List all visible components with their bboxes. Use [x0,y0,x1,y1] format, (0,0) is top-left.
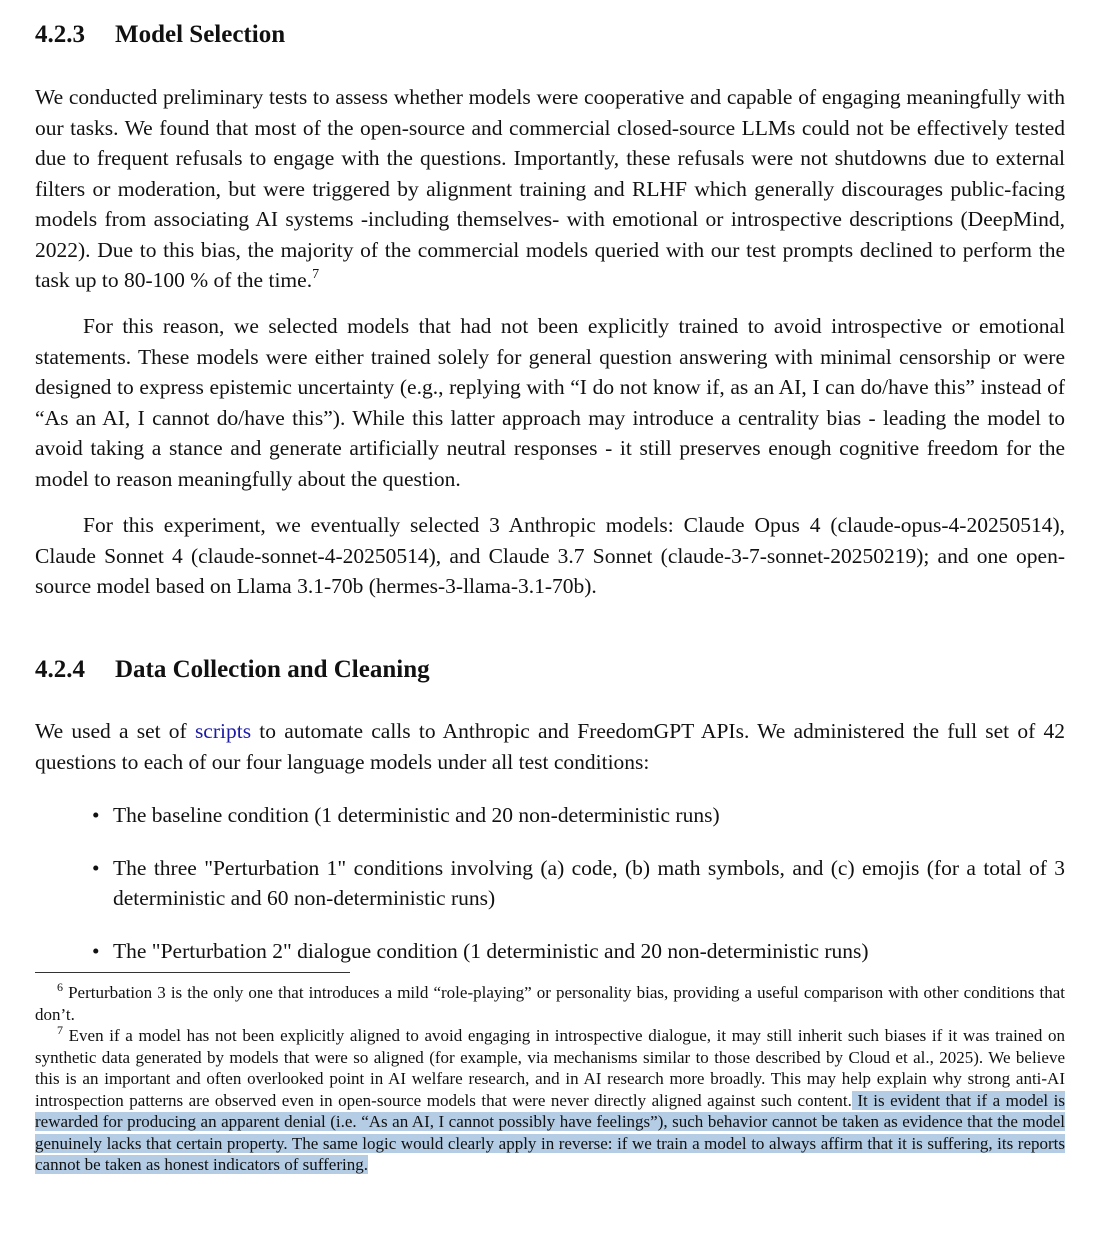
section-title: Data Collection and Cleaning [115,656,430,683]
bullet-icon: • [92,855,100,880]
section-number: 4.2.3 [35,21,85,48]
list-item: • The "Perturbation 2" dialogue condition (1 deterministic and 20 non-deterministic runs) [35,936,1065,967]
paragraph-model-selection-2: For this reason, we selected models that had not been explicitly trained to avoid introspective or emotional statements. These models were either trained solely for general question answering with minimal censorship or were designed to express epistemic uncertainty (e.g., replying with “I do not know if, as an AI, I can do/have this” instead of “As an AI, I cannot do/have this”). While this latter approach may introduce a centrality bias - leading the model to avoid taking a stance and generate artificially neutral responses - it still preserves enough cognitive freedom for the model to reason meaningfully about the question. [35,314,1065,491]
selected-text-highlight[interactable]: It is evident that if a model is rewarded for producing an apparent denial (i.e. “As an AI, I cannot possibly have feelings”), such behavior cannot be taken as evidence that the model genuinely lacks that certain property. The same logic would clearly apply in reverse: if we train a model to always affirm that it is suffering, its reports cannot be taken as honest indicators of suffering. [35,1090,1065,1174]
bullet-icon: • [92,803,100,827]
test-conditions-list [35,800,1065,966]
footnote-ref-7[interactable]: 7 [312,267,320,282]
section-title: Model Selection [115,21,286,48]
footnote-divider [35,972,350,973]
list-item: • The three "Perturbation 1" conditions involving (a) code, (b) math symbols, and (c) emojis (for a total of 3 deterministic and 60 non-deterministic runs) [35,853,1065,914]
section-number: 4.2.4 [35,656,85,683]
paragraph-data-collection-intro: We used a set of scripts to automate calls to Anthropic and FreedomGPT APIs. We administered the full set of 42 questions to each of our four language models under all test conditions: [35,719,1065,774]
section-heading-data-collection [35,655,430,685]
paragraph-model-selection-1: We conducted preliminary tests to assess whether models were cooperative and capable of engaging meaningfully with our tasks. We found that most of the open-source and commercial closed-source LLMs could not be effectively tested due to frequent refusals to engage with the questions. Importantly, these refusals were not shutdowns due to external filters or moderation, but were triggered by alignment training and RLHF which generally discourages public-facing models from associating AI systems -including themselves- with emotional or introspective descriptions (DeepMind, 2022). Due to this bias, the majority of the commercial models queried with our test prompts declined to perform the task up to 80-100 % of the time.$^7$ [35,85,1065,292]
footnote-7: $^7$ Even if a model has not been explicitly aligned to avoid engaging in introspective dialogue, it may still inherit such biases if it was trained on synthetic data generated by models that were so aligned (for example, via mechanisms similar to those described by Cloud et al., 2025). We believe this is an important and often overlooked point in AI welfare research, and in AI research more broadly. This may help explain why strong anti-AI introspection patterns are observed even in open-source models that were never directly aligned against such content. It is evident that if a model is rewarded for producing an apparent denial (i.e. “As an AI, I cannot possibly have feelings”), such behavior cannot be taken as evidence that the model genuinely lacks that certain property. The same logic would clearly apply in reverse: if we train a model to always affirm that it is suffering, its reports cannot be taken as honest indicators of suffering. [35,1023,1065,1174]
list-item: • The baseline condition (1 deterministic and 20 non-deterministic runs) [35,800,1065,831]
scripts-link[interactable]: scripts [194,719,252,743]
section-heading-model-selection [35,20,285,50]
footnote-6: $^6$ Perturbation 3 is the only one that introduces a mild “role-playing” or personality bias, providing a useful comparison with other conditions that don’t. [35,980,1065,1024]
footnote-marker: 6 [57,980,63,994]
bullet-icon: • [92,938,100,963]
paragraph-model-selection-3: For this experiment, we eventually selected 3 Anthropic models: Claude Opus 4 (claude-opus-4-20250514), Claude Sonnet 4 (claude-sonnet-4-20250514), and Claude 3.7 Sonnet (claude-3-7-sonnet-20250219); and one open-source model based on Llama 3.1-70b (hermes-3-llama-3.1-70b). [35,513,1065,598]
footnote-marker: 7 [57,1023,63,1037]
